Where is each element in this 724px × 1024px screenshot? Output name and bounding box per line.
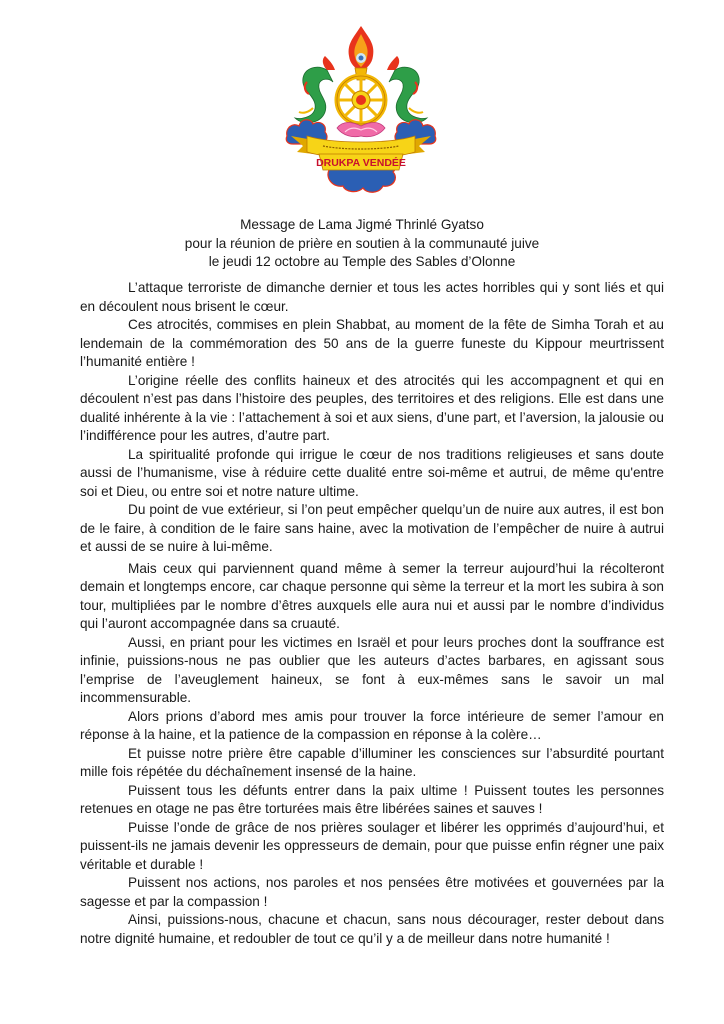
- drukpa-emblem-icon: [283, 24, 439, 196]
- paragraph: Puisse l’onde de grâce de nos prières soulager et libérer les opprimés d’aujourd’hui, et puissent-ils ne jamais devenir les oppresseurs de demain, pour que puisse enfin régner une paix véritable et durable !: [80, 819, 664, 872]
- paragraph: Ces atrocités, commises en plein Shabbat, au moment de la fête de Simha Torah et au lendemain de la commémoration des 50 ans de la guerre funeste du Kippour meurtrissent l’humanité entière !: [80, 317, 664, 369]
- paragraph: Puissent tous les défunts entrer dans la paix ultime ! Puissent toutes les personnes retenues en otage ne pas être torturées mais être libérées saines et sauves !: [80, 782, 664, 816]
- paragraph: Et puisse notre prière être capable d’illuminer les consciences sur l’absurdité pourtant mille fois répétée du déchaînement insensé de la haine.: [80, 745, 664, 779]
- heading-line-1: Message de Lama Jigmé Thrinlé Gyatso: [240, 217, 484, 232]
- paragraph: L’origine réelle des conflits haineux et des atrocités qui les accompagnent et qui en découlent n’est pas dans l’histoire des peuples, des territoires et des religions. Elle est dans une dualité inhérente à la vie : l’attachement à soi et aux siens, d’une part, et l’aversion, la jalousie ou l’indifférence pour les autres, d’autre part.: [80, 372, 664, 443]
- left-dragon-icon: [295, 56, 335, 123]
- paragraph: Du point de vue extérieur, si l’on peut empêcher quelqu’un de nuire aux autres, il est bon de le faire, à condition de le faire sans haine, avec la motivation de l’empêcher de nuire à autrui et aussi de se nuire à lui-même.: [80, 502, 664, 554]
- dharma-wheel-icon: [337, 76, 385, 124]
- paragraph: L’attaque terroriste de dimanche dernier et tous les actes horribles qui y sont liés et qui en découlent nous brisent le cœur.: [80, 280, 664, 314]
- paragraph: Aussi, en priant pour les victimes en Israël et pour leurs proches dont la souffrance est infinie, puissions-nous ne pas oublier que les auteurs d’actes barbares, en agissant sous l’emprise de l’aveuglement haineux, se font à eux-mêmes sans le savoir un mal incommensurable.: [80, 634, 664, 705]
- message-body: [80, 279, 664, 948]
- flame-icon: [349, 26, 374, 80]
- heading-line-3: le jeudi 12 octobre au Temple des Sables d’Olonne: [208, 254, 516, 269]
- paragraph: Mais ceux qui parviennent quand même à semer la terreur aujourd’hui la récolteront demain et longtemps encore, car chaque personne qui sème la terreur et la mort les subira à son tour, multipliées par le nombre d’êtres auxquels elle aura nui et aussi par le nombre d’individus qui l’auront accompagnée dans sa cruauté.: [80, 560, 664, 631]
- paragraph: Puissent nos actions, nos paroles et nos pensées être motivées et gouvernées par la sagesse et par la compassion !: [80, 875, 664, 909]
- paragraph: Ainsi, puissions-nous, chacune et chacun, sans nous décourager, rester debout dans notre dignité humaine, et redoubler de tout ce qu’il y a de meilleur dans notre humanité !: [80, 912, 664, 946]
- heading-line-2: pour la réunion de prière en soutien à la communauté juive: [184, 235, 540, 251]
- banner-icon: [291, 136, 431, 170]
- document-heading: [0, 216, 724, 272]
- banner-text: DRUKPA VENDÉE: [316, 157, 406, 169]
- right-dragon-icon: [387, 56, 427, 123]
- paragraph: Alors prions d’abord mes amis pour trouver la force intérieure de semer l’amour en réponse à la haine, et la patience de la compassion en réponse à la colère…: [80, 708, 664, 742]
- paragraph: La spiritualité profonde qui irrigue le cœur de nos traditions religieuses et sans doute aussi de l’humanisme, vise à réduire cette dualité entre soi-même et autrui, de même qu'entre soi et Dieu, ou entre soi et notre nature ultime.: [80, 446, 664, 499]
